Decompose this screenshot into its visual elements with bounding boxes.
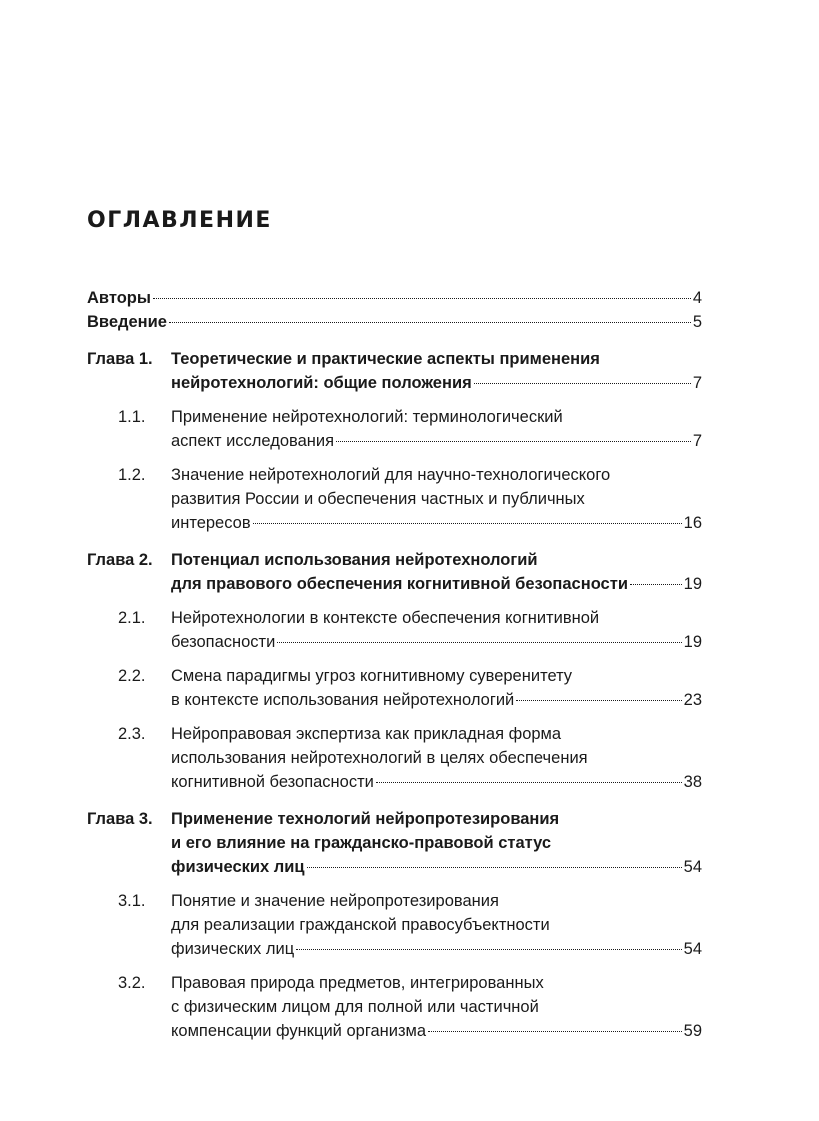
toc-entry-title-line: Значение нейротехнологий для научно-технологического [171, 466, 611, 484]
dot-leader [428, 1031, 682, 1032]
toc-entry-introduction[interactable] [87, 310, 702, 334]
dot-leader [277, 642, 681, 643]
toc-entry-section-1-1[interactable] [87, 405, 702, 453]
section-number: 1.2. [118, 466, 146, 484]
toc-entry-title-line: с физическим лицом для полной или частичной [171, 998, 539, 1016]
page-number: 59 [683, 1022, 702, 1040]
dot-leader [153, 298, 691, 299]
page-number: 16 [683, 514, 702, 532]
section-number: 2.2. [118, 667, 146, 685]
toc-entry-chapter-3[interactable] [87, 807, 702, 879]
page-title: ОГЛАВЛЕНИЕ [87, 208, 272, 233]
dot-leader [630, 584, 682, 585]
page-number: 19 [683, 575, 702, 593]
toc-entry-title: Авторы [87, 289, 151, 307]
toc-entry-title-line: развития России и обеспечения частных и публичных [171, 490, 585, 508]
chapter-label: Глава 1. [87, 350, 153, 368]
page-number: 7 [692, 374, 702, 392]
toc-entry-title-line: Смена парадигмы угроз когнитивному суверенитету [171, 667, 573, 685]
page-number: 5 [692, 313, 702, 331]
page-number: 19 [683, 633, 702, 651]
toc-entry-chapter-2[interactable] [87, 548, 702, 596]
page-number: 4 [692, 289, 702, 307]
toc-entry-title-line: безопасности [171, 633, 276, 651]
toc-entry-title-line: физических лиц [171, 940, 295, 958]
toc-entry-section-3-1[interactable] [87, 889, 702, 961]
dot-leader [336, 441, 691, 442]
chapter-label: Глава 2. [87, 551, 153, 569]
dot-leader [307, 867, 682, 868]
toc-entry-title-line: в контексте использования нейротехнологий [171, 691, 515, 709]
toc-entry-title-line: использования нейротехнологий в целях обеспечения [171, 749, 588, 767]
toc-entry-section-2-2[interactable] [87, 664, 702, 712]
toc-entry-title-line: для реализации гражданской правосубъектности [171, 916, 550, 934]
toc-entry-title-line: и его влияние на гражданско-правовой статус [171, 834, 552, 852]
toc-entry-title-line: для правового обеспечения когнитивной безопасности [171, 575, 628, 593]
dot-leader [474, 383, 691, 384]
toc-entry-title-line: Нейроправовая экспертиза как прикладная форма [171, 725, 562, 743]
section-number: 1.1. [118, 408, 146, 426]
page-number: 7 [692, 432, 702, 450]
toc-entry-title-line: когнитивной безопасности [171, 773, 374, 791]
toc-entry-section-1-2[interactable] [87, 463, 702, 535]
toc-entry-section-3-2[interactable] [87, 971, 702, 1043]
toc-entry-title-line: Понятие и значение нейропротезирования [171, 892, 499, 910]
toc-entry-title-line: физических лиц [171, 858, 305, 876]
toc-entry-title-line: Применение нейротехнологий: терминологический [171, 408, 563, 426]
toc-entry-title-line: аспект исследования [171, 432, 335, 450]
toc-entry-title: Введение [87, 313, 167, 331]
toc-entry-title-line: интересов [171, 514, 251, 532]
section-number: 2.3. [118, 725, 146, 743]
section-number: 3.1. [118, 892, 146, 910]
toc-entry-title-line: Нейротехнологии в контексте обеспечения когнитивной [171, 609, 600, 627]
toc-entry-title-line: Теоретические и практические аспекты применения [171, 350, 600, 368]
dot-leader [253, 523, 682, 524]
dot-leader [376, 782, 682, 783]
toc-entry-title-line: Правовая природа предметов, интегрированных [171, 974, 544, 992]
table-of-contents [87, 286, 702, 1043]
dot-leader [169, 322, 691, 323]
chapter-label: Глава 3. [87, 810, 153, 828]
toc-entry-title-line: компенсации функций организма [171, 1022, 427, 1040]
toc-entry-title-line: Потенциал использования нейротехнологий [171, 551, 538, 569]
page-number: 54 [683, 858, 702, 876]
toc-entry-title-line: Применение технологий нейропротезирования [171, 810, 560, 828]
section-number: 3.2. [118, 974, 146, 992]
dot-leader [296, 949, 681, 950]
section-number: 2.1. [118, 609, 146, 627]
toc-entry-section-2-1[interactable] [87, 606, 702, 654]
toc-entry-authors[interactable] [87, 286, 702, 310]
page-number: 38 [683, 773, 702, 791]
dot-leader [516, 700, 681, 701]
toc-entry-title-line: нейротехнологий: общие положения [171, 374, 472, 392]
toc-entry-section-2-3[interactable] [87, 722, 702, 794]
page-number: 54 [683, 940, 702, 958]
toc-entry-chapter-1[interactable] [87, 347, 702, 395]
page-number: 23 [683, 691, 702, 709]
